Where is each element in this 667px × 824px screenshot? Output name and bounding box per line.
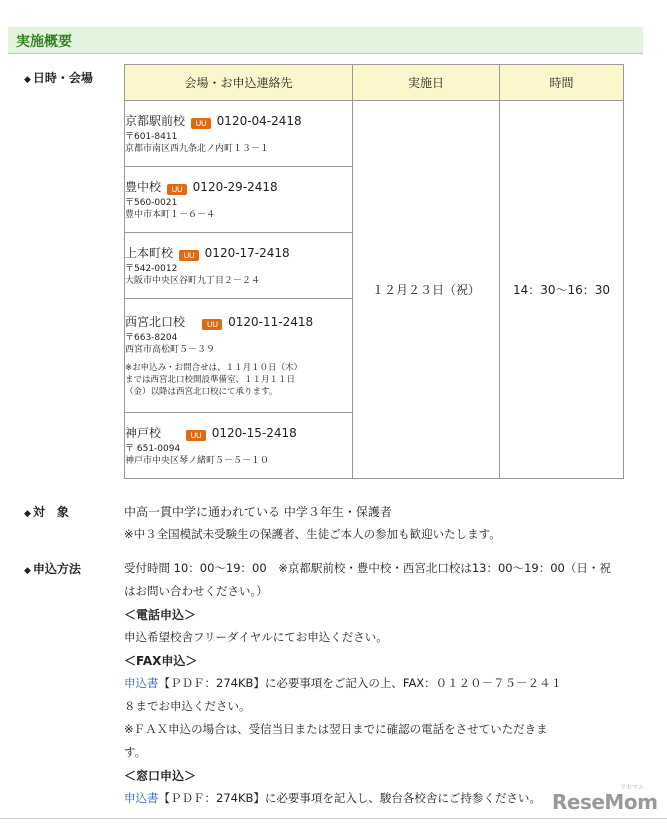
- target-note: ※中３全国模試未受験生の保護者、生徒ご本人の参加も歓迎いたします。: [124, 527, 501, 541]
- school-zip: 〒601-8411: [125, 131, 178, 142]
- fax-line-1: 申込書【ＰＤＦ：274KB】に必要事項をご記入の上、FAX：０１２０－７５－２４１: [124, 676, 563, 690]
- hours-line-2: はお問い合わせください。）: [124, 584, 268, 598]
- school-name: 豊中校: [125, 179, 162, 194]
- window-form-link[interactable]: 申込書: [124, 791, 159, 805]
- bullet-icon: ◆: [24, 509, 31, 519]
- school-cell-uehonmachi: [125, 233, 353, 299]
- school-address: 京都市南区西九条北ノ内町１３－１: [125, 143, 270, 154]
- fax-line-2: ８までお申込ください。: [124, 699, 251, 713]
- school-zip: 〒542-0012: [125, 263, 178, 274]
- table-header-row: [125, 65, 624, 101]
- school-address: 豊中市本町１－６－４: [125, 209, 216, 220]
- event-date: １２月２３日（祝）: [353, 101, 500, 479]
- phone-text: 申込希望校舎フリーダイヤルにてお申込ください。: [124, 630, 388, 644]
- fax-note-2: す。: [124, 745, 147, 759]
- window-heading: ＜窓口申込＞: [124, 769, 197, 783]
- bullet-icon: ◆: [24, 75, 31, 85]
- event-time: 14：30〜16：30: [500, 101, 624, 479]
- label-target: ◆ 対 象: [24, 505, 69, 519]
- hours-line-1: 受付時間 10：00〜19：00 ※京都駅前校・豊中校・西宮北口校は13：00〜19：00（日・祝: [124, 561, 611, 575]
- watermark-small: リセマム: [620, 784, 644, 791]
- header-date: 実施日: [353, 65, 500, 101]
- school-phone[interactable]: 0120-17-2418: [204, 245, 290, 260]
- school-zip: 〒 651-0094: [125, 443, 181, 454]
- school-note: ※お申込み・お問合せは、１１月１０日（木） までは西宮北口校開設準備室、１１月１１日 （金）以降は西宮北口校にて承ります。: [125, 362, 303, 397]
- bullet-icon: ◆: [24, 566, 31, 576]
- freedial-icon: ᑌᑌ: [186, 430, 206, 441]
- school-zip: 〒560-0021: [125, 197, 178, 208]
- school-phone[interactable]: 0120-11-2418: [228, 314, 314, 329]
- school-cell-kobe: [125, 413, 353, 479]
- freedial-icon: ᑌᑌ: [167, 184, 187, 195]
- school-phone[interactable]: 0120-15-2418: [211, 425, 297, 440]
- school-name: 京都駅前校: [125, 113, 186, 128]
- freedial-icon: ᑌᑌ: [191, 118, 211, 129]
- school-zip: 〒663-8204: [125, 332, 178, 343]
- header-venue: 会場・お申込連絡先: [125, 65, 353, 101]
- school-address: 神戸市中央区琴ノ緒町５－５－１０: [125, 455, 270, 466]
- bottom-divider: [0, 818, 667, 819]
- school-cell-nishinomiya: [125, 299, 353, 413]
- school-cell-kyoto: [125, 101, 353, 167]
- school-address: 西宮市高松町５－３９: [125, 344, 216, 355]
- school-cell-toyonaka: [125, 167, 353, 233]
- header-time: 時間: [500, 65, 624, 101]
- label-apply-method: ◆ 申込方法: [24, 562, 81, 576]
- school-name: 神戸校: [125, 425, 162, 440]
- fax-heading: ＜FAX申込＞: [124, 654, 198, 668]
- school-name: 西宮北口校: [125, 314, 186, 329]
- freedial-icon: ᑌᑌ: [179, 250, 199, 261]
- label-datetime-venue: ◆ 日時・会場: [24, 71, 93, 85]
- school-name: 上本町校: [125, 245, 174, 260]
- window-line: 申込書【ＰＤＦ：274KB】に必要事項を記入し、駿台各校舎にご持参ください。: [124, 791, 541, 805]
- school-address: 大阪市中央区谷町九丁目２－２４: [125, 275, 261, 286]
- section-header: [8, 27, 643, 54]
- section-title: 実施概要: [16, 34, 72, 50]
- resemom-logo: ReseMom: [552, 790, 658, 814]
- school-phone[interactable]: 0120-29-2418: [192, 179, 278, 194]
- target-line: 中高一貫中学に通われている 中学３年生・保護者: [124, 505, 392, 519]
- schedule-table: [124, 64, 624, 479]
- fax-form-link[interactable]: 申込書: [124, 676, 159, 690]
- fax-note-1: ※ＦＡＸ申込の場合は、受信当日または翌日までに確認の電話をさせていただきま: [124, 722, 548, 736]
- phone-heading: ＜電話申込＞: [124, 608, 197, 622]
- table-row: [125, 101, 624, 167]
- school-phone[interactable]: 0120-04-2418: [216, 113, 302, 128]
- freedial-icon: ᑌᑌ: [202, 319, 222, 330]
